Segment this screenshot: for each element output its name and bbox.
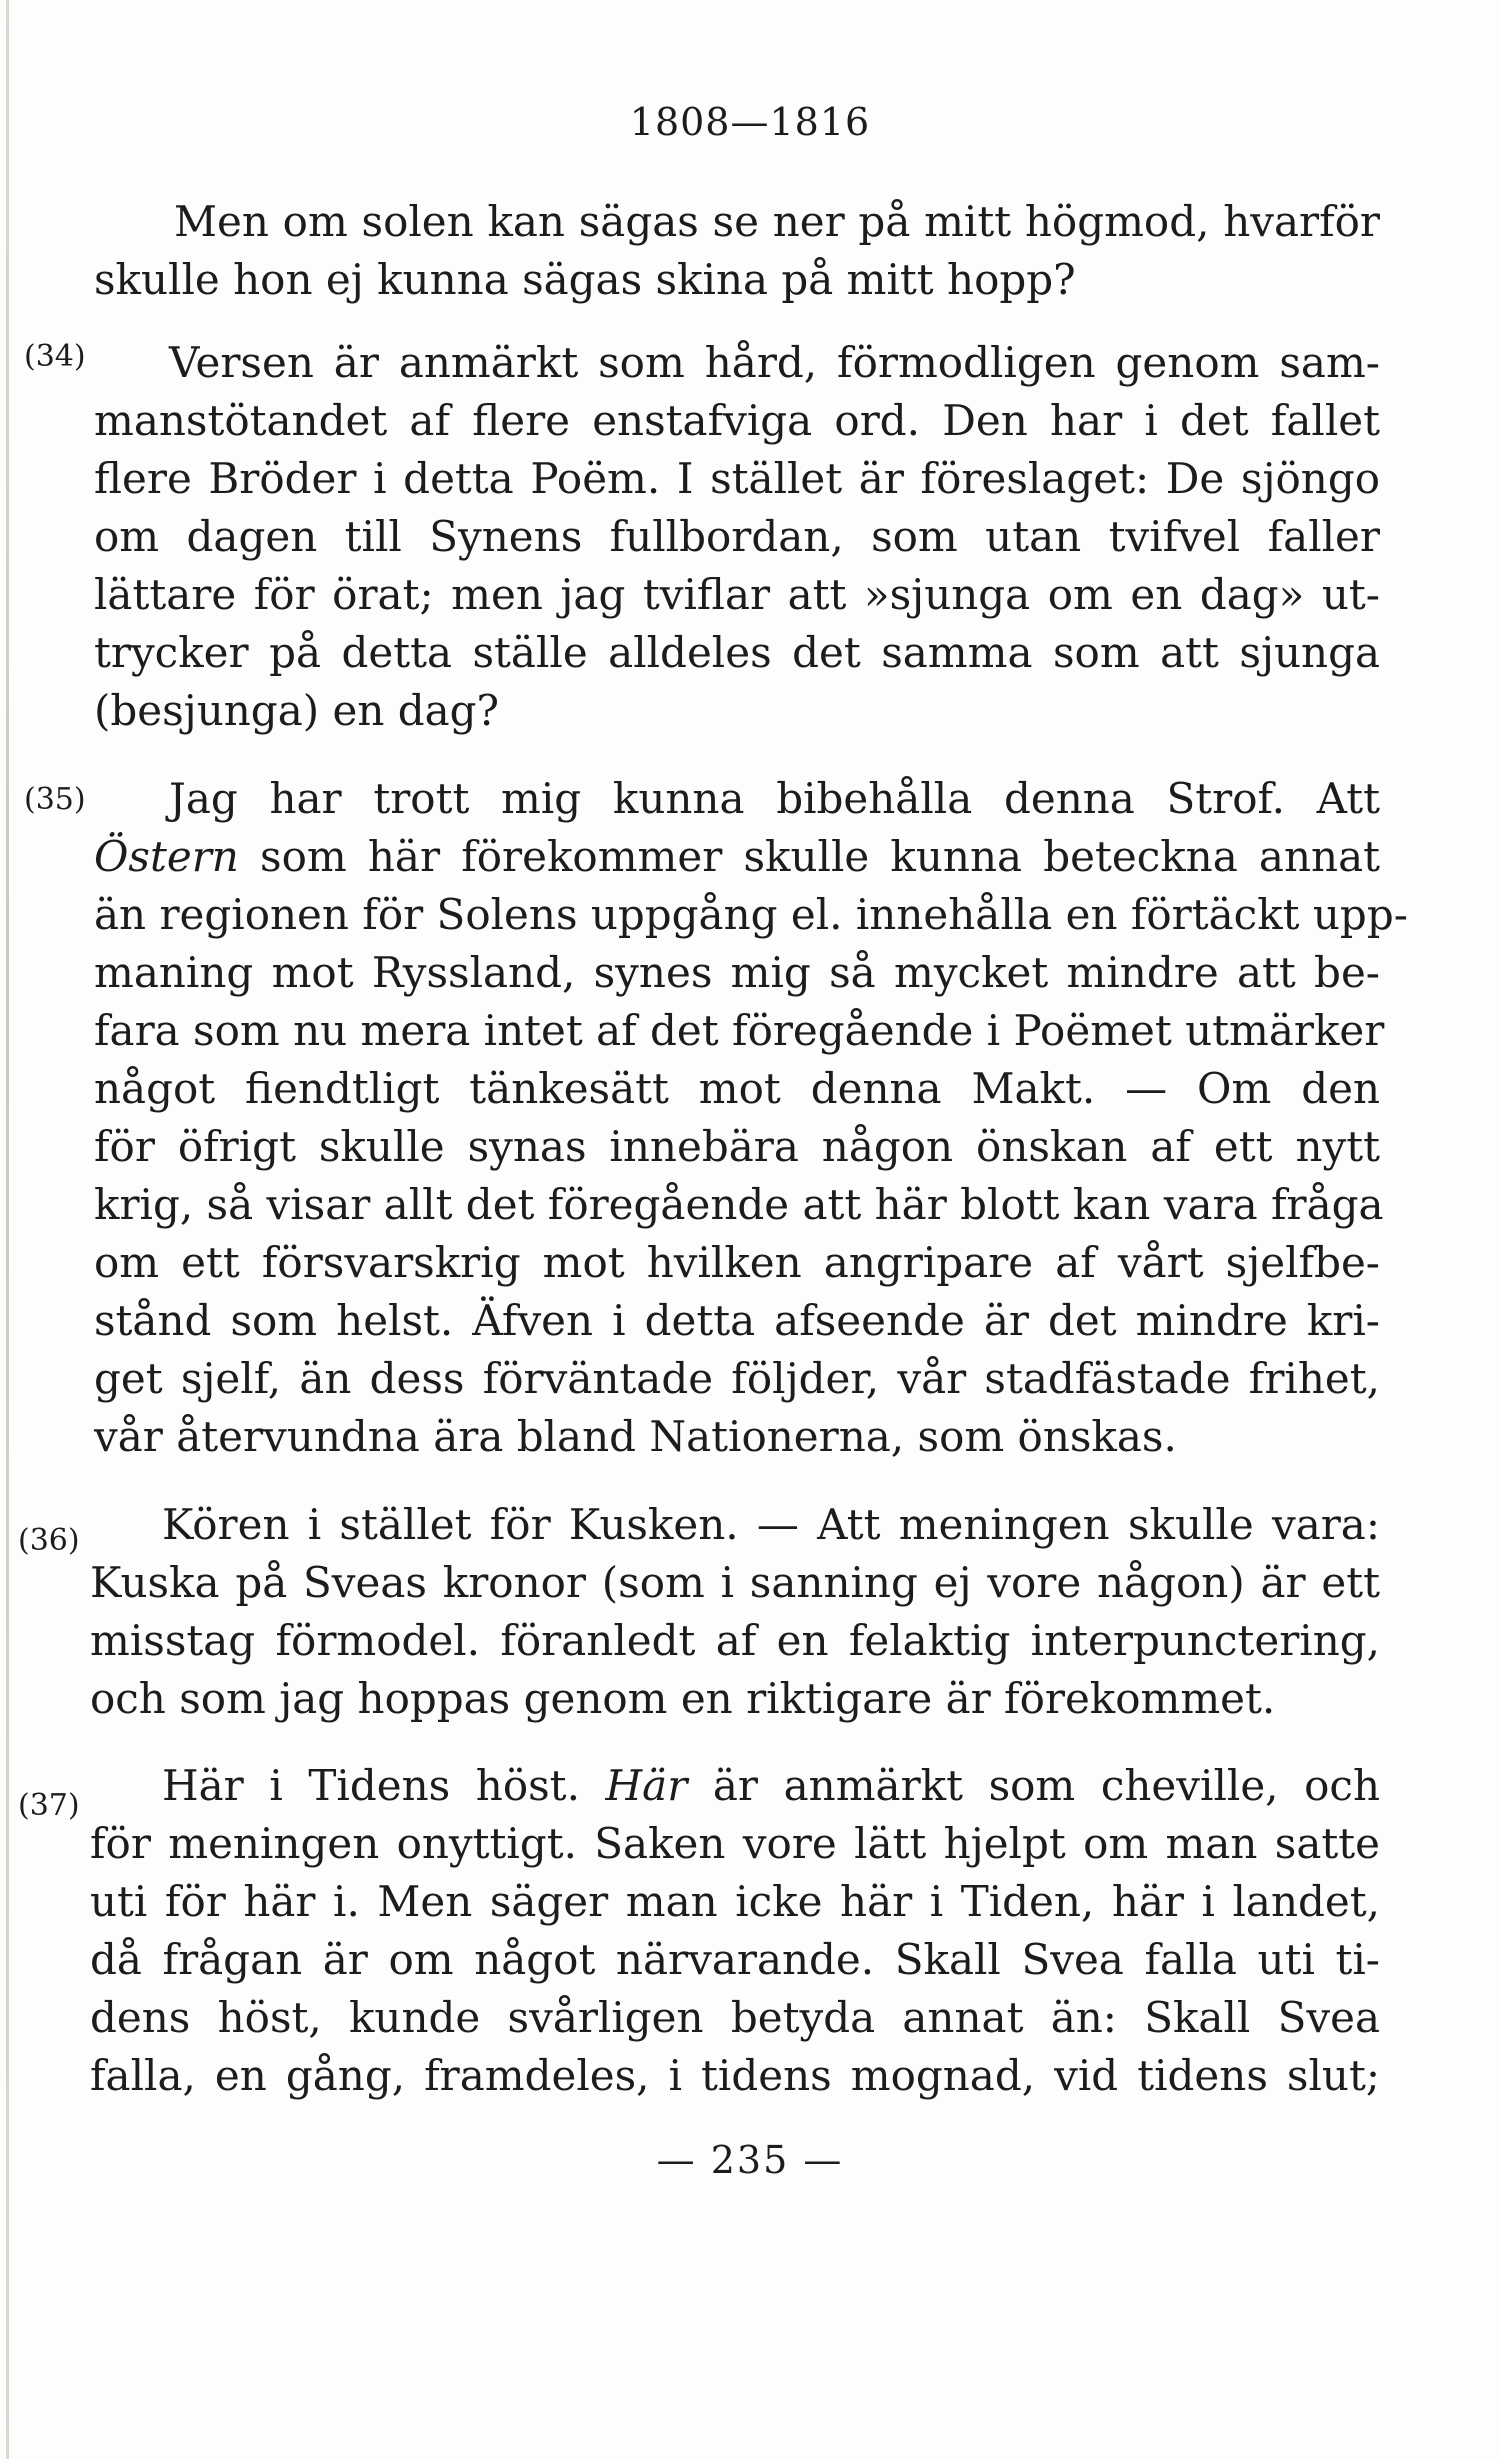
text-line: Jag har trott mig kunna bibehålla denna Strof. Att bbox=[169, 774, 1380, 823]
page-number: — 235 — bbox=[656, 2138, 844, 2182]
text-line: manstötandet af flere enstafviga ord. Den har i det fallet bbox=[94, 396, 1380, 445]
page-header: 1808—1816 bbox=[629, 100, 871, 144]
text-line: krig, så visar allt det föregående att här blott kan vara fråga bbox=[94, 1180, 1384, 1229]
text-line: vår återvundna ära bland Nationerna, som önskas. bbox=[94, 1412, 1177, 1461]
text-line: get sjelf, än dess förväntade följder, vår stadfästade frihet, bbox=[94, 1354, 1380, 1403]
page-edge bbox=[6, 0, 9, 2459]
text-line: något fiendtligt tänkesätt mot denna Makt. — Om den bbox=[94, 1064, 1380, 1113]
text-line: fara som nu mera intet af det föregående i Poëmet utmärker bbox=[94, 1006, 1385, 1055]
text-line: (besjunga) en dag? bbox=[94, 686, 500, 735]
text-line: stånd som helst. Äfven i detta afseende är det mindre kri- bbox=[94, 1296, 1380, 1345]
text-line: för meningen onyttigt. Saken vore lätt hjelpt om man satte bbox=[90, 1819, 1380, 1868]
text-line: då frågan är om något närvarande. Skall Svea falla uti ti- bbox=[90, 1935, 1380, 1984]
note-marker-34: (34) bbox=[24, 339, 86, 374]
text-line: lättare för örat; men jag tviflar att »sjunga om en dag» ut- bbox=[94, 570, 1380, 619]
text-line: dens höst, kunde svårligen betyda annat än: Skall Svea bbox=[90, 1993, 1380, 2042]
text-line: Kören i stället för Kusken. — Att meningen skulle vara: bbox=[162, 1500, 1380, 1549]
text-line-italic-lead bbox=[94, 828, 1380, 886]
text-line: och som jag hoppas genom en riktigare är förekommet. bbox=[90, 1674, 1276, 1723]
text-line-lead: Här i Tidens höst. bbox=[162, 1761, 606, 1810]
text-line: om dagen till Synens fullbordan, som utan tvifvel faller bbox=[94, 512, 1380, 561]
note-marker-36: (36) bbox=[18, 1523, 80, 1558]
text-line: flere Bröder i detta Poëm. I stället är föreslaget: De sjöngo bbox=[94, 454, 1380, 503]
text-line: Versen är anmärkt som hård, förmodligen genom sam- bbox=[169, 338, 1380, 387]
text-line: Kuska på Sveas kronor (som i sanning ej vore någon) är ett bbox=[90, 1558, 1380, 1607]
text-line: Men om solen kan sägas se ner på mitt högmod, hvarför bbox=[174, 197, 1380, 246]
text-line: misstag förmodel. föranledt af en felaktig interpunctering, bbox=[90, 1616, 1380, 1665]
text-line-rest: som här förekommer skulle kunna beteckna annat bbox=[238, 832, 1380, 881]
text-line: skulle hon ej kunna sägas skina på mitt hopp? bbox=[94, 255, 1076, 304]
text-line: än regionen för Solens uppgång el. innehålla en förtäckt upp- bbox=[94, 890, 1408, 939]
italic-word: Här bbox=[605, 1761, 688, 1810]
text-line: om ett försvarskrig mot hvilken angripare af vårt sjelfbe- bbox=[94, 1238, 1380, 1287]
note-marker-37: (37) bbox=[18, 1788, 80, 1823]
text-line: för öfrigt skulle synas innebära någon önskan af ett nytt bbox=[94, 1122, 1380, 1171]
italic-word: Östern bbox=[94, 832, 239, 881]
text-line-rest: är anmärkt som cheville, och bbox=[687, 1761, 1380, 1810]
text-line: trycker på detta ställe alldeles det samma som att sjunga bbox=[94, 628, 1380, 677]
text-line-italic-mid bbox=[162, 1757, 1380, 1815]
note-marker-35: (35) bbox=[24, 782, 86, 817]
text-line: maning mot Ryssland, synes mig så mycket mindre att be- bbox=[94, 948, 1380, 997]
text-line: uti för här i. Men säger man icke här i Tiden, här i landet, bbox=[90, 1877, 1380, 1926]
text-line: falla, en gång, framdeles, i tidens mognad, vid tidens slut; bbox=[90, 2051, 1380, 2100]
